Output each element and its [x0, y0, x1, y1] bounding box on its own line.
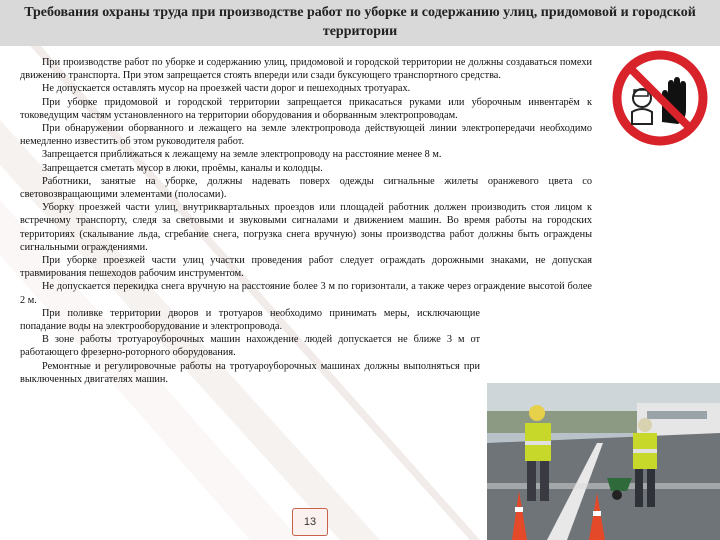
paragraph: При поливке территории дворов и тротуаров необходимо принимать меры, исключающие попадание воды на электрооборудование и электропровода. [20, 307, 480, 333]
paragraph: При обнаружении оборванного и лежащего на земле электропровода действующей линии электропередачи необходимо немедленно известить об этом руководителя работ. [20, 123, 592, 148]
paragraph: Запрещается приближаться к лежащему на земле электропроводу на расстояние менее 8 м. [42, 149, 442, 161]
page-number: 13 [292, 508, 328, 536]
paragraph: Ремонтные и регулировочные работы на тротуароуборочных машинах должны выполняться при выключенных двигателях машин. [20, 360, 480, 385]
paragraph: При уборке придомовой и городской территории запрещается прикасаться руками или уборочным инвентарём к токоведущим частям установленного на территории оборудования и оборванным электропроводам. [20, 96, 592, 121]
paragraph: При производстве работ по уборке и содержанию улиц, придомовой и городской территории не должны создаваться помехи движению транспорта. При этом запрещается стоять впереди или сзади буксующего транспортного средства. [20, 57, 592, 82]
paragraph: Запрещается сметать мусор в люки, проёмы, каналы и колодцы. [42, 162, 323, 174]
paragraph: При уборке проезжей части улиц участки проведения работ следует ограждать дорожными знаками, не допуская травмирования пешеходов рабочим инструментом. [20, 255, 592, 280]
road-workers-photo [487, 383, 720, 540]
slide-body [20, 56, 592, 386]
paragraph: Работники, занятые на уборке, должны надевать поверх одежды сигнальные жилеты оранжевого цвета со световозвращающими элементами (полосами). [20, 175, 592, 201]
slide-title: Требования охраны труда при производстве работ по уборке и содержанию улиц, придомовой и городской территории [24, 5, 696, 39]
paragraph: Не допускается перекидка снега вручную на расстояние более 3 м по горизонтали, а также через ограждение высотой более 2 м. [20, 281, 592, 306]
paragraph: Не допускается оставлять мусор на проезжей части дорог и пешеходных тротуарах. [42, 83, 411, 95]
paragraph: Уборку проезжей части улиц, внутриквартальных проездов или площадей работник должен производить стоя лицом к встречному транспорту, следя за световыми и звуковыми сигналами и движением машин. Во время работы на городских территориях (скалывание льда, сгребание снега, погрузка снега вручную) зоны производства работ должны быть ограждены сигнальными ограждениями. [20, 202, 592, 253]
paragraph: В зоне работы тротуароуборочных машин нахождение людей допускается не ближе 3 м от работающего фрезерно-роторного оборудования. [20, 334, 480, 359]
no-entry-sign-icon [612, 50, 708, 146]
